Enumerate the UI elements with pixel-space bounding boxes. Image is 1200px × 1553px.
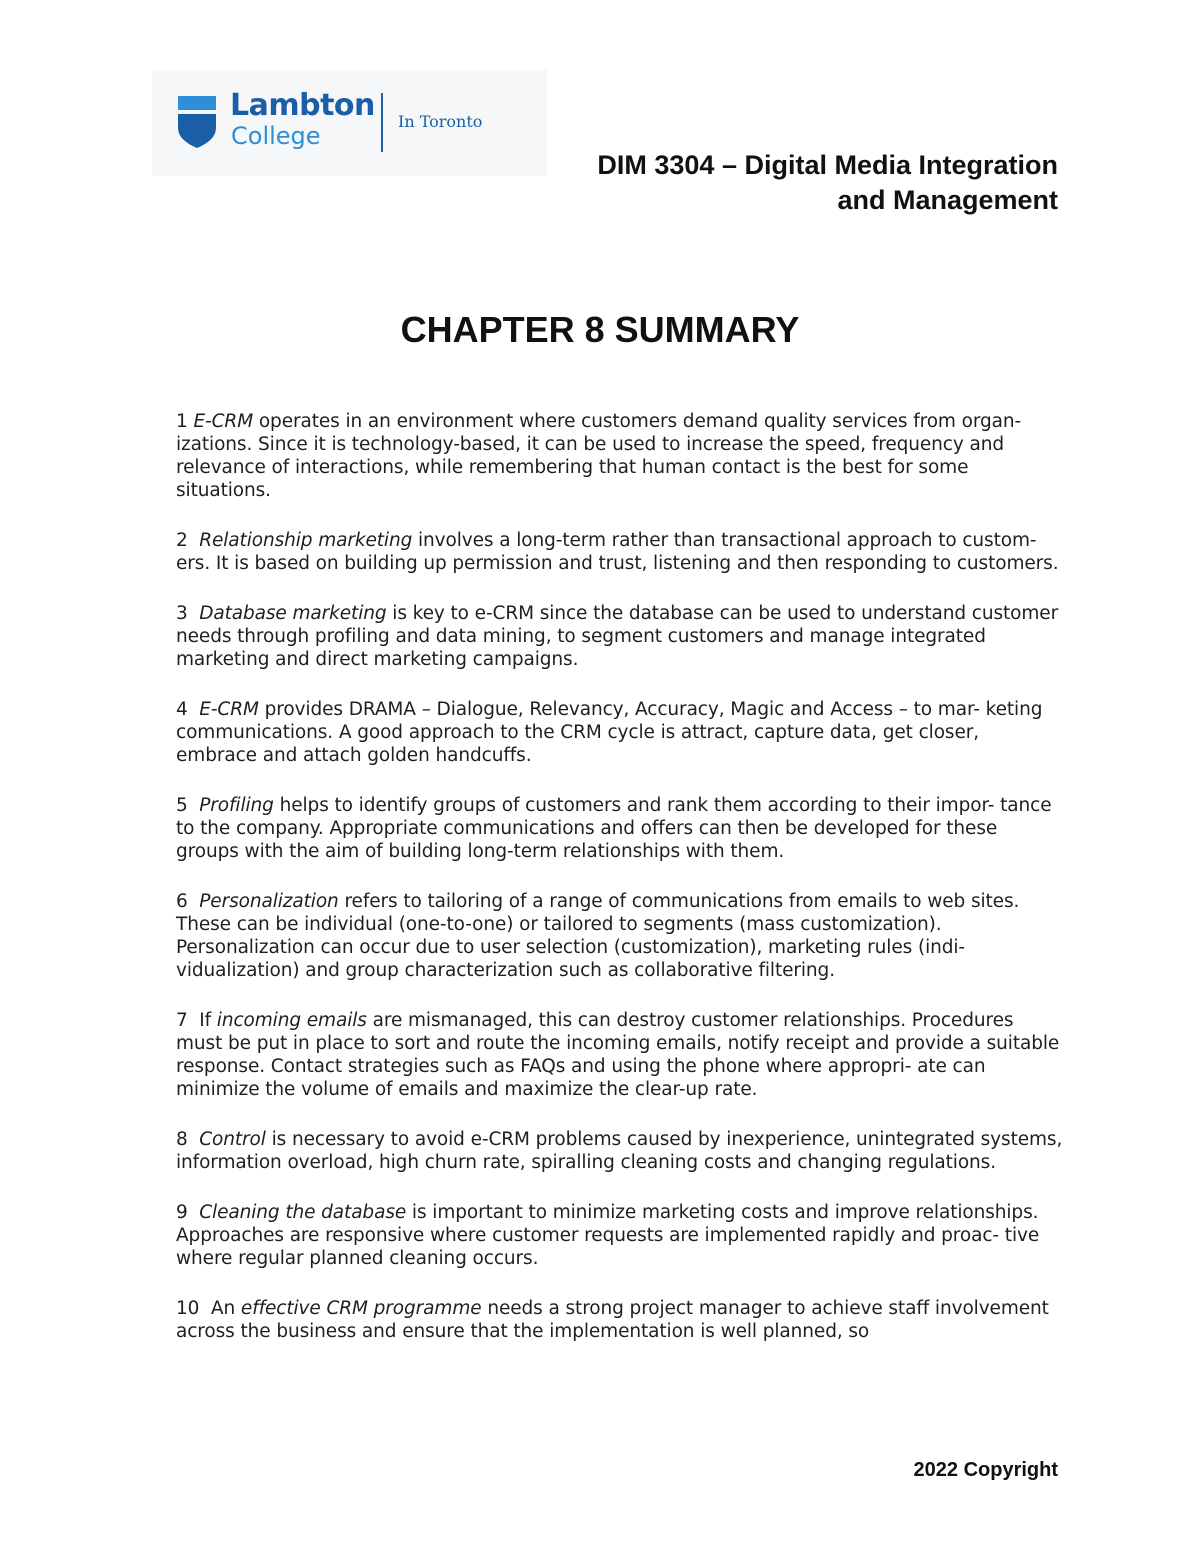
summary-item [176, 1128, 1064, 1174]
item-term: E-CRM [199, 699, 259, 720]
summary-item [176, 1297, 1064, 1343]
item-number: 4 [176, 699, 188, 720]
summary-item [176, 529, 1064, 575]
course-title-line-1: DIM 3304 – Digital Media Integration [597, 150, 1058, 180]
item-text: is key to e-CRM since the database can be used to understand customer needs through profiling and data mining, to segment customers and manage integrated marketing and direct marketing campaigns. [176, 603, 1059, 670]
college-logo [152, 70, 547, 176]
summary-item [176, 890, 1064, 982]
item-text: are mismanaged, this can destroy customer relationships. Procedures must be put in place to sort and route the incoming emails, notify receipt and provide a suitable response. Contact strategies such as FAQs and using the phone where appropri- ate can minimize the volume of emails and maximize the clear-up rate. [176, 1010, 1060, 1100]
page-title: CHAPTER 8 SUMMARY [400, 309, 800, 350]
item-number: 5 [176, 795, 188, 816]
logo-location: In Toronto [398, 112, 483, 131]
item-number: 2 [176, 530, 188, 551]
logo-subname: College [231, 122, 321, 150]
summary-item [176, 794, 1064, 863]
item-text: operates in an environment where customers demand quality services from organ- izations. Since it is technology-based, it can be used to increase the speed, frequency and relevance of interactions, while remembering that human contact is the best for some situations. [176, 411, 1022, 501]
summary-item [176, 410, 1064, 502]
summary-item [176, 1201, 1064, 1270]
item-term: Control [199, 1129, 266, 1150]
item-number: 6 [176, 891, 188, 912]
item-text: needs a strong project manager to achieve staff involvement across the business and ensure that the implementation is well planned, so [176, 1298, 1049, 1342]
item-term: effective CRM programme [240, 1298, 482, 1319]
item-number: 1 [176, 411, 188, 432]
summary-item [176, 698, 1064, 767]
item-term: E-CRM [193, 411, 254, 432]
item-number: 10 [176, 1298, 200, 1319]
item-text: is important to minimize marketing costs and improve relationships. Approaches are responsive where customer requests are implemented rapidly and proac- tive where regular planned cleaning occurs. [176, 1202, 1040, 1269]
item-number: 9 [176, 1202, 188, 1223]
course-title-line-2: and Management [837, 185, 1058, 215]
item-text: provides DRAMA – Dialogue, Relevancy, Accuracy, Magic and Access – to mar- keting communications. A good approach to the CRM cycle is attract, capture data, get closer, embrace and attach golden handcuffs. [176, 699, 1043, 766]
shield-icon [178, 96, 216, 148]
logo-divider [381, 93, 383, 152]
logo-name: Lambton [230, 88, 375, 123]
item-term: Personalization [199, 891, 339, 912]
item-number: 7 [176, 1010, 188, 1031]
item-text: involves a long-term rather than transactional approach to custom- ers. It is based on building up permission and trust, listening and then responding to customers. [176, 530, 1059, 574]
summary-list [176, 410, 1064, 1370]
copyright-footer: 2022 Copyright [913, 1459, 1058, 1481]
course-title [498, 148, 1058, 218]
item-term: Relationship marketing [199, 530, 413, 551]
item-term: Database marketing [199, 603, 387, 624]
item-prefix: An [210, 1298, 241, 1319]
item-term: Profiling [199, 795, 274, 816]
item-number: 8 [176, 1129, 188, 1150]
item-text: is necessary to avoid e-CRM problems caused by inexperience, unintegrated systems, information overload, high churn rate, spiralling cleaning costs and changing regulations. [176, 1129, 1063, 1173]
item-prefix: If [199, 1010, 217, 1031]
item-text: helps to identify groups of customers and rank them according to their impor- tance to the company. Appropriate communications and offers can then be developed for these groups with the aim of building long-term relationships with them. [176, 795, 1052, 862]
summary-item [176, 1009, 1064, 1101]
summary-item [176, 602, 1064, 671]
item-text: refers to tailoring of a range of communications from emails to web sites. These can be individual (one-to-one) or tailored to segments (mass customization). Personalization can occur due to user selection (customization), marketing rules (indi- vidualization) and group characterization such as collaborative filtering. [176, 891, 1020, 981]
item-number: 3 [176, 603, 188, 624]
item-term: Cleaning the database [199, 1202, 407, 1223]
item-term: incoming emails [216, 1010, 367, 1031]
